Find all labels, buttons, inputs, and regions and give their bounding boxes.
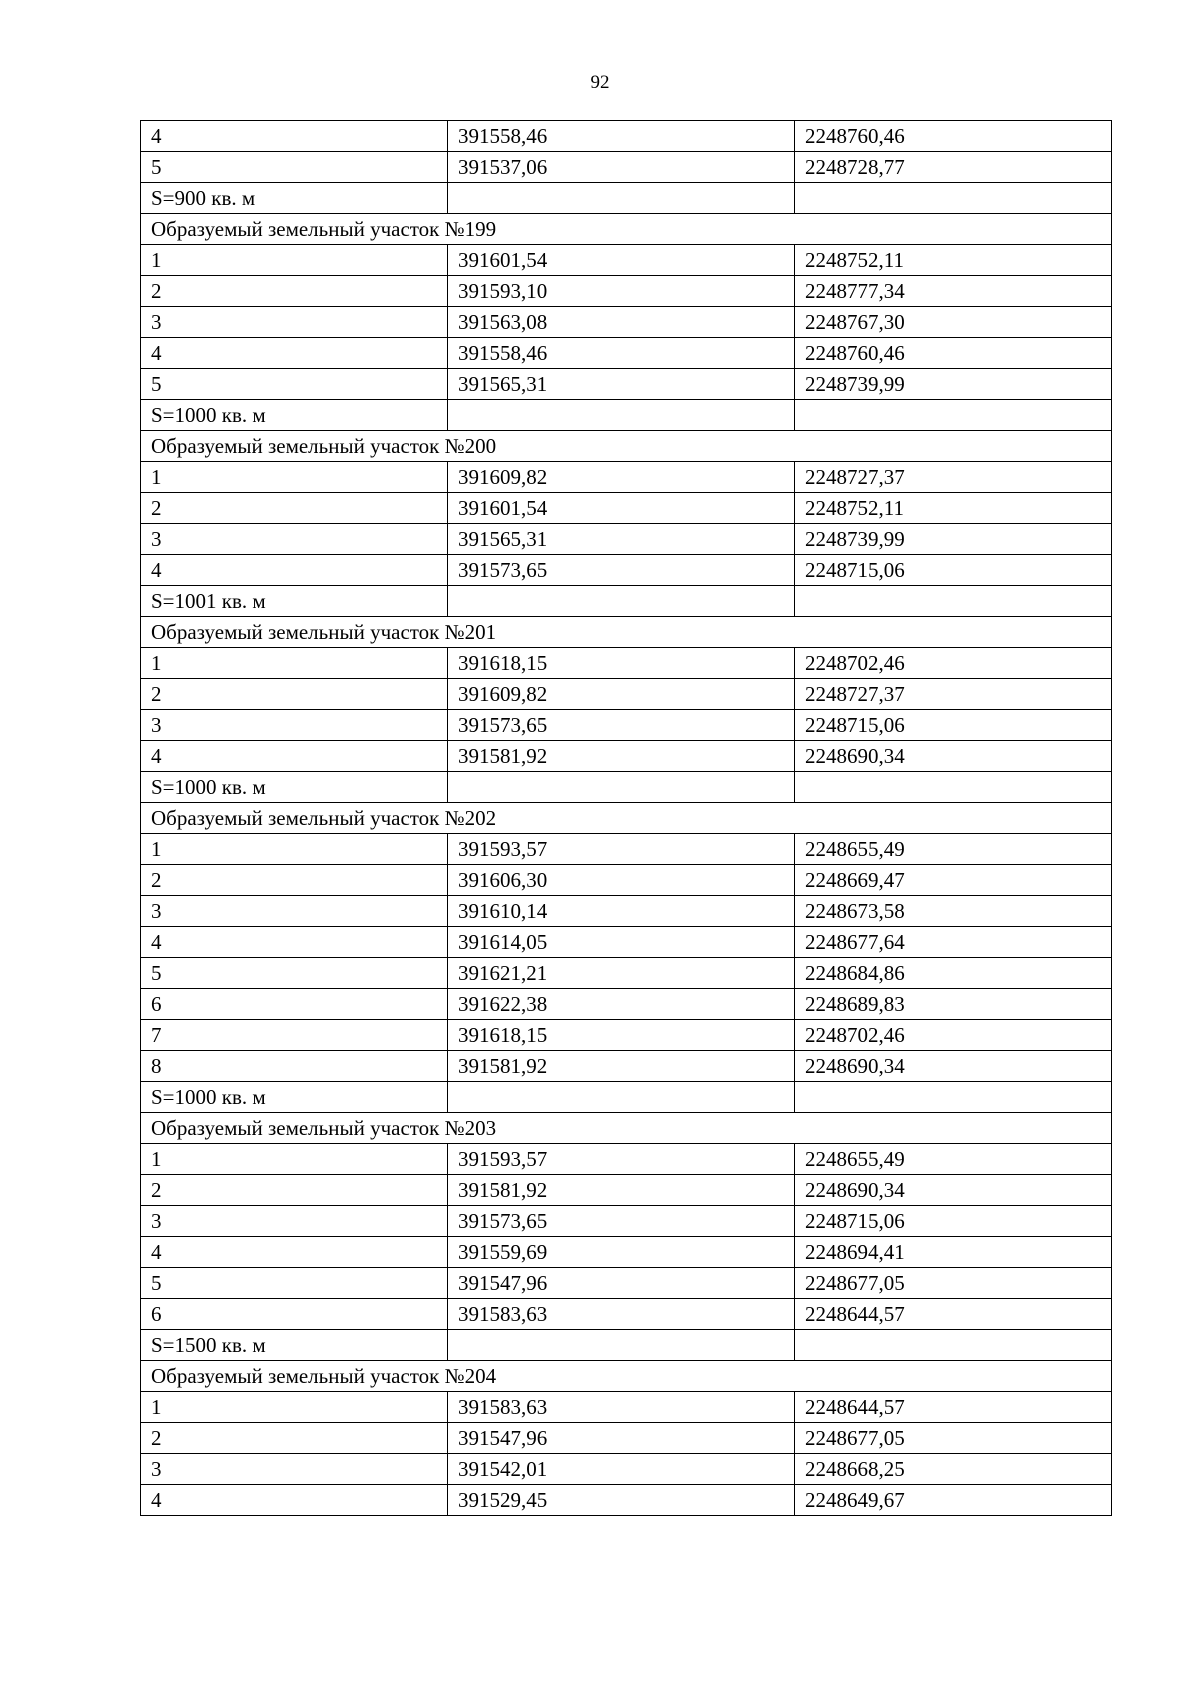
empty-cell (448, 183, 795, 214)
x-coordinate-cell: 391542,01 (448, 1454, 795, 1485)
area-row (141, 183, 1112, 214)
y-coordinate-cell: 2248655,49 (795, 834, 1112, 865)
table-row (141, 648, 1112, 679)
y-coordinate-cell: 2248690,34 (795, 1175, 1112, 1206)
parcel-header-row (141, 803, 1112, 834)
point-number-cell: 3 (141, 896, 448, 927)
parcel-title-cell: Образуемый земельный участок №201 (141, 617, 1112, 648)
x-coordinate-cell: 391609,82 (448, 679, 795, 710)
table-row (141, 369, 1112, 400)
point-number-cell: 1 (141, 1144, 448, 1175)
x-coordinate-cell: 391621,21 (448, 958, 795, 989)
point-number-cell: 4 (141, 1485, 448, 1516)
area-cell: S=1000 кв. м (141, 400, 448, 431)
point-number-cell: 5 (141, 369, 448, 400)
point-number-cell: 2 (141, 865, 448, 896)
point-number-cell: 1 (141, 1392, 448, 1423)
table-row (141, 121, 1112, 152)
area-row (141, 1330, 1112, 1361)
x-coordinate-cell: 391547,96 (448, 1423, 795, 1454)
point-number-cell: 3 (141, 710, 448, 741)
y-coordinate-cell: 2248727,37 (795, 679, 1112, 710)
point-number-cell: 3 (141, 1454, 448, 1485)
area-cell: S=1500 кв. м (141, 1330, 448, 1361)
table-row (141, 462, 1112, 493)
table-row (141, 1268, 1112, 1299)
x-coordinate-cell: 391573,65 (448, 555, 795, 586)
x-coordinate-cell: 391563,08 (448, 307, 795, 338)
y-coordinate-cell: 2248702,46 (795, 648, 1112, 679)
parcel-header-row (141, 1113, 1112, 1144)
point-number-cell: 6 (141, 1299, 448, 1330)
point-number-cell: 3 (141, 524, 448, 555)
y-coordinate-cell: 2248649,67 (795, 1485, 1112, 1516)
parcel-title-cell: Образуемый земельный участок №199 (141, 214, 1112, 245)
x-coordinate-cell: 391618,15 (448, 648, 795, 679)
x-coordinate-cell: 391581,92 (448, 1051, 795, 1082)
y-coordinate-cell: 2248752,11 (795, 245, 1112, 276)
area-cell: S=1000 кв. м (141, 772, 448, 803)
x-coordinate-cell: 391593,57 (448, 834, 795, 865)
table-row (141, 1144, 1112, 1175)
parcel-title-cell: Образуемый земельный участок №204 (141, 1361, 1112, 1392)
empty-cell (448, 1082, 795, 1113)
y-coordinate-cell: 2248728,77 (795, 152, 1112, 183)
x-coordinate-cell: 391558,46 (448, 121, 795, 152)
parcel-title-cell: Образуемый земельный участок №202 (141, 803, 1112, 834)
area-row (141, 1082, 1112, 1113)
table-row (141, 927, 1112, 958)
point-number-cell: 6 (141, 989, 448, 1020)
point-number-cell: 4 (141, 927, 448, 958)
table-row (141, 1237, 1112, 1268)
table-row (141, 276, 1112, 307)
point-number-cell: 4 (141, 1237, 448, 1268)
point-number-cell: 2 (141, 679, 448, 710)
y-coordinate-cell: 2248739,99 (795, 524, 1112, 555)
x-coordinate-cell: 391618,15 (448, 1020, 795, 1051)
table-row (141, 834, 1112, 865)
empty-cell (795, 400, 1112, 431)
table-row (141, 741, 1112, 772)
y-coordinate-cell: 2248669,47 (795, 865, 1112, 896)
table-row (141, 1454, 1112, 1485)
y-coordinate-cell: 2248684,86 (795, 958, 1112, 989)
y-coordinate-cell: 2248677,05 (795, 1423, 1112, 1454)
table-row (141, 896, 1112, 927)
empty-cell (795, 772, 1112, 803)
y-coordinate-cell: 2248677,05 (795, 1268, 1112, 1299)
x-coordinate-cell: 391559,69 (448, 1237, 795, 1268)
point-number-cell: 7 (141, 1020, 448, 1051)
x-coordinate-cell: 391581,92 (448, 1175, 795, 1206)
table-row (141, 710, 1112, 741)
table-row (141, 152, 1112, 183)
point-number-cell: 4 (141, 741, 448, 772)
empty-cell (795, 586, 1112, 617)
table-row (141, 1206, 1112, 1237)
table-row (141, 989, 1112, 1020)
table-row (141, 1299, 1112, 1330)
point-number-cell: 1 (141, 462, 448, 493)
parcel-header-row (141, 1361, 1112, 1392)
x-coordinate-cell: 391537,06 (448, 152, 795, 183)
point-number-cell: 4 (141, 121, 448, 152)
y-coordinate-cell: 2248715,06 (795, 710, 1112, 741)
x-coordinate-cell: 391606,30 (448, 865, 795, 896)
point-number-cell: 2 (141, 276, 448, 307)
point-number-cell: 8 (141, 1051, 448, 1082)
parcel-title-cell: Образуемый земельный участок №200 (141, 431, 1112, 462)
empty-cell (795, 183, 1112, 214)
table-row (141, 555, 1112, 586)
y-coordinate-cell: 2248739,99 (795, 369, 1112, 400)
empty-cell (795, 1082, 1112, 1113)
point-number-cell: 1 (141, 834, 448, 865)
x-coordinate-cell: 391614,05 (448, 927, 795, 958)
x-coordinate-cell: 391573,65 (448, 1206, 795, 1237)
y-coordinate-cell: 2248677,64 (795, 927, 1112, 958)
point-number-cell: 2 (141, 1423, 448, 1454)
x-coordinate-cell: 391601,54 (448, 245, 795, 276)
area-cell: S=1000 кв. м (141, 1082, 448, 1113)
table-row (141, 1020, 1112, 1051)
y-coordinate-cell: 2248644,57 (795, 1392, 1112, 1423)
parcel-title-cell: Образуемый земельный участок №203 (141, 1113, 1112, 1144)
y-coordinate-cell: 2248694,41 (795, 1237, 1112, 1268)
point-number-cell: 1 (141, 245, 448, 276)
y-coordinate-cell: 2248668,25 (795, 1454, 1112, 1485)
table-row (141, 1392, 1112, 1423)
y-coordinate-cell: 2248777,34 (795, 276, 1112, 307)
x-coordinate-cell: 391583,63 (448, 1392, 795, 1423)
table-row (141, 865, 1112, 896)
point-number-cell: 3 (141, 1206, 448, 1237)
y-coordinate-cell: 2248752,11 (795, 493, 1112, 524)
y-coordinate-cell: 2248690,34 (795, 741, 1112, 772)
y-coordinate-cell: 2248767,30 (795, 307, 1112, 338)
x-coordinate-cell: 391547,96 (448, 1268, 795, 1299)
x-coordinate-cell: 391601,54 (448, 493, 795, 524)
parcel-header-row (141, 431, 1112, 462)
parcel-header-row (141, 617, 1112, 648)
x-coordinate-cell: 391573,65 (448, 710, 795, 741)
x-coordinate-cell: 391593,57 (448, 1144, 795, 1175)
x-coordinate-cell: 391622,38 (448, 989, 795, 1020)
x-coordinate-cell: 391529,45 (448, 1485, 795, 1516)
coordinates-table (140, 120, 1112, 1516)
x-coordinate-cell: 391610,14 (448, 896, 795, 927)
empty-cell (448, 400, 795, 431)
area-row (141, 400, 1112, 431)
y-coordinate-cell: 2248644,57 (795, 1299, 1112, 1330)
table-row (141, 307, 1112, 338)
point-number-cell: 3 (141, 307, 448, 338)
y-coordinate-cell: 2248655,49 (795, 1144, 1112, 1175)
point-number-cell: 4 (141, 555, 448, 586)
point-number-cell: 4 (141, 338, 448, 369)
table-row (141, 493, 1112, 524)
table-row (141, 958, 1112, 989)
area-cell: S=900 кв. м (141, 183, 448, 214)
x-coordinate-cell: 391583,63 (448, 1299, 795, 1330)
table-row (141, 1175, 1112, 1206)
y-coordinate-cell: 2248727,37 (795, 462, 1112, 493)
empty-cell (795, 1330, 1112, 1361)
y-coordinate-cell: 2248715,06 (795, 555, 1112, 586)
coordinates-table-body (141, 121, 1112, 1516)
point-number-cell: 5 (141, 1268, 448, 1299)
x-coordinate-cell: 391581,92 (448, 741, 795, 772)
table-row (141, 524, 1112, 555)
table-row (141, 245, 1112, 276)
area-row (141, 586, 1112, 617)
table-row (141, 679, 1112, 710)
point-number-cell: 1 (141, 648, 448, 679)
table-row (141, 1423, 1112, 1454)
point-number-cell: 2 (141, 493, 448, 524)
table-row (141, 1051, 1112, 1082)
y-coordinate-cell: 2248690,34 (795, 1051, 1112, 1082)
y-coordinate-cell: 2248702,46 (795, 1020, 1112, 1051)
x-coordinate-cell: 391565,31 (448, 369, 795, 400)
area-row (141, 772, 1112, 803)
empty-cell (448, 586, 795, 617)
x-coordinate-cell: 391609,82 (448, 462, 795, 493)
parcel-header-row (141, 214, 1112, 245)
x-coordinate-cell: 391593,10 (448, 276, 795, 307)
y-coordinate-cell: 2248760,46 (795, 121, 1112, 152)
x-coordinate-cell: 391565,31 (448, 524, 795, 555)
y-coordinate-cell: 2248715,06 (795, 1206, 1112, 1237)
x-coordinate-cell: 391558,46 (448, 338, 795, 369)
point-number-cell: 5 (141, 958, 448, 989)
table-row (141, 338, 1112, 369)
area-cell: S=1001 кв. м (141, 586, 448, 617)
empty-cell (448, 772, 795, 803)
page-number: 92 (590, 72, 610, 93)
y-coordinate-cell: 2248760,46 (795, 338, 1112, 369)
table-row (141, 1485, 1112, 1516)
point-number-cell: 5 (141, 152, 448, 183)
y-coordinate-cell: 2248673,58 (795, 896, 1112, 927)
empty-cell (448, 1330, 795, 1361)
point-number-cell: 2 (141, 1175, 448, 1206)
y-coordinate-cell: 2248689,83 (795, 989, 1112, 1020)
